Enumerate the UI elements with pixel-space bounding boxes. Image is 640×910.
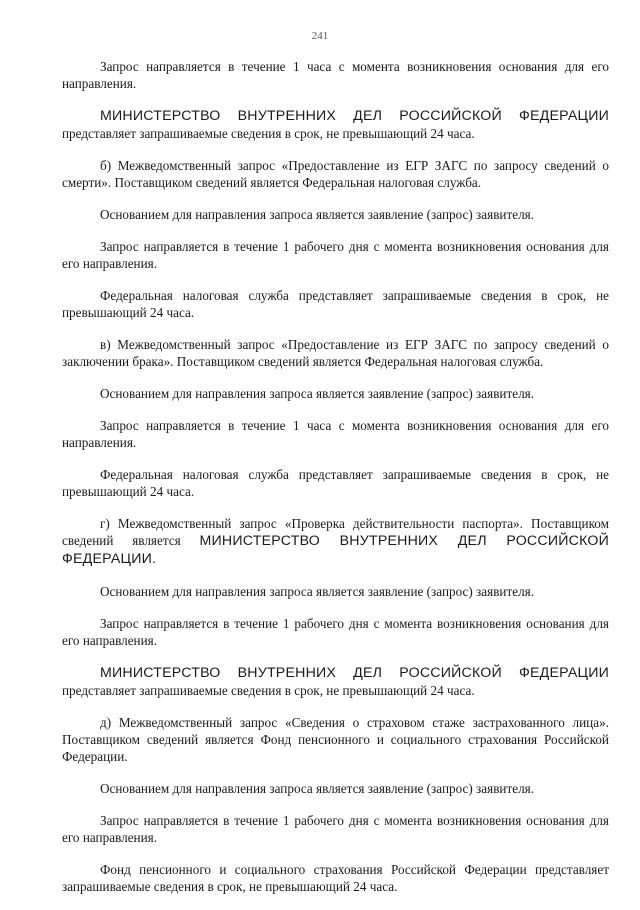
paragraph-text: Федеральная налоговая служба представляет запрашиваемые сведения в срок, не превышающий 24 часа. [62,288,609,320]
paragraph [62,238,609,272]
paragraph [62,780,609,797]
paragraph [62,58,609,92]
paragraph-text: Основанием для направления запроса является заявление (запрос) заявителя. [100,386,535,401]
paragraph-text: Основанием для направления запроса является заявление (запрос) заявителя. [100,781,535,796]
paragraph [62,583,609,600]
agency-name-caps: МИНИСТЕРСТВО ВНУТРЕННИХ ДЕЛ РОССИЙСКОЙ ФЕДЕРАЦИИ [100,108,609,124]
agency-name-caps: МИНИСТЕРСТВО ВНУТРЕННИХ ДЕЛ РОССИЙСКОЙ ФЕДЕРАЦИИ. [62,533,610,567]
paragraph-text: Запрос направляется в течение 1 часа с момента возникновения основания для его направления. [62,418,609,450]
paragraph-text: Запрос направляется в течение 1 часа с момента возникновения основания для его направления. [62,59,609,91]
paragraph [62,206,609,223]
agency-name-caps: МИНИСТЕРСТВО ВНУТРЕННИХ ДЕЛ РОССИЙСКОЙ ФЕДЕРАЦИИ [100,665,609,681]
paragraph [62,466,609,500]
paragraph-text: в) Межведомственный запрос «Предоставление из ЕГР ЗАГС по запросу сведений о заключении брака». Поставщиком сведений является Федеральная налоговая служба. [62,337,609,369]
paragraph-text: б) Межведомственный запрос «Предоставление из ЕГР ЗАГС по запросу сведений о смерти». Поставщиком сведений является Федеральная налоговая служба. [62,158,609,190]
paragraph-text: Основанием для направления запроса является заявление (запрос) заявителя. [100,207,535,222]
paragraph [62,107,609,142]
page-number: 241 [311,30,329,42]
paragraph-text: г) Межведомственный запрос «Проверка действительности паспорта». Поставщиком сведений является [62,516,609,548]
paragraph [62,664,609,699]
paragraph-text: Основанием для направления запроса является заявление (запрос) заявителя. [100,584,535,599]
paragraph [62,714,609,765]
paragraph [62,417,609,451]
paragraph [62,385,609,402]
paragraph [62,157,609,191]
paragraph-text: Запрос направляется в течение 1 рабочего дня с момента возникновения основания для его направления. [62,813,609,845]
paragraph-text: Федеральная налоговая служба представляет запрашиваемые сведения в срок, не превышающий 24 часа. [62,467,609,499]
document-body [62,58,609,910]
paragraph-text: представляет запрашиваемые сведения в срок, не превышающий 24 часа. [62,683,475,698]
paragraph-text: Фонд пенсионного и социального страхования Российской Федерации представляет запрашиваемые сведения в срок, не превышающий 24 часа. [62,862,609,894]
paragraph [62,861,609,895]
paragraph [62,287,609,321]
paragraph-text: Запрос направляется в течение 1 рабочего дня с момента возникновения основания для его направления. [62,239,609,271]
paragraph-text: представляет запрашиваемые сведения в срок, не превышающий 24 часа. [62,126,475,141]
paragraph-text: Запрос направляется в течение 1 рабочего дня с момента возникновения основания для его направления. [62,616,609,648]
paragraph [62,812,609,846]
paragraph [62,615,609,649]
paragraph-text: д) Межведомственный запрос «Сведения о страховом стаже застрахованного лица». Поставщиком сведений является Фонд пенсионного и социального страхования Российской Федерации. [62,715,609,764]
paragraph [62,336,609,370]
paragraph [62,515,609,568]
